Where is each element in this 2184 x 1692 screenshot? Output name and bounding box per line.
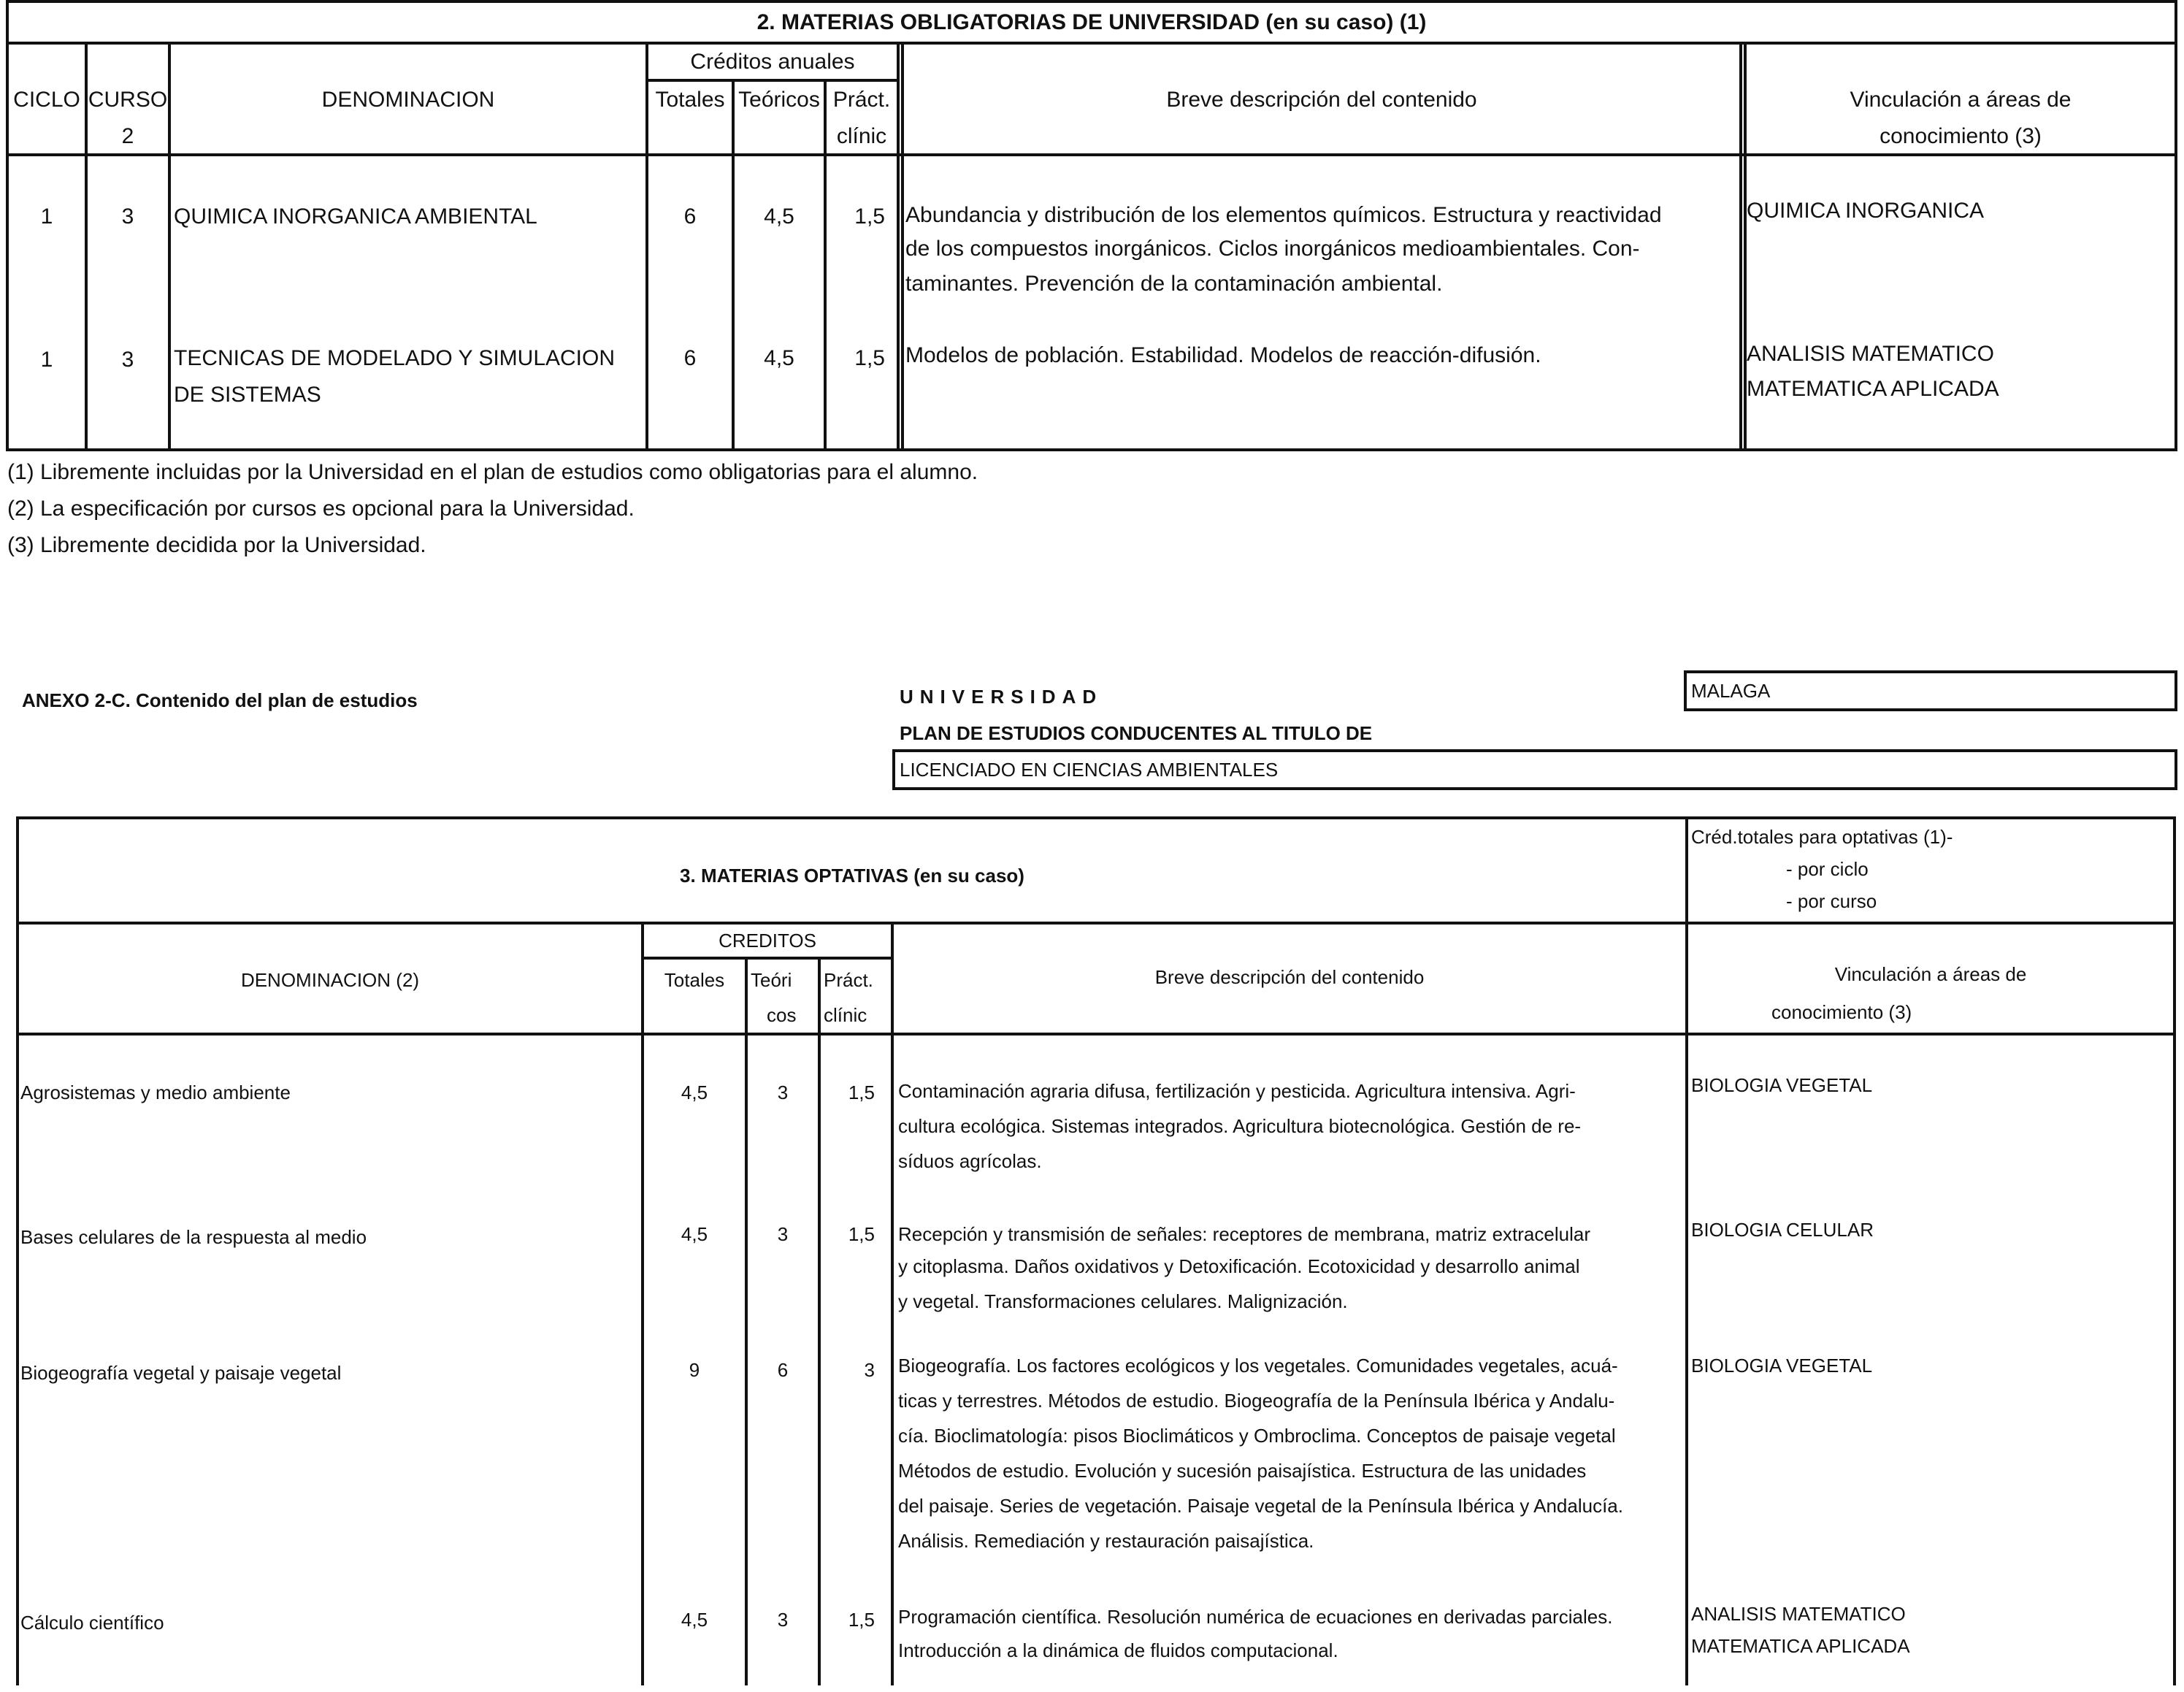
row-curso: 3 bbox=[121, 204, 134, 229]
row-teoricos: 3 bbox=[777, 1609, 789, 1631]
row-descripcion-line: Biogeografía. Los factores ecológicos y los vegetales. Comunidades vegetales, acuá- bbox=[898, 1355, 1618, 1377]
row-totales: 6 bbox=[683, 204, 697, 229]
header-descripcion: Breve descripción del contenido bbox=[1166, 88, 1477, 112]
row-descripcion-line: síduos agrícolas. bbox=[898, 1150, 1042, 1172]
header-vinculacion-2: conocimiento (3) bbox=[1880, 124, 2042, 148]
row-area: ANALISIS MATEMATICO bbox=[1691, 1603, 1906, 1625]
row-descripcion-line: taminantes. Prevención de la contaminación ambiental. bbox=[905, 272, 1443, 296]
cred-por-curso: - por curso bbox=[1786, 890, 1877, 912]
header-practicos-clinic: clínic bbox=[836, 124, 887, 148]
row-teoricos: 3 bbox=[777, 1223, 789, 1245]
row-area-2: MATEMATICA APLICADA bbox=[1747, 377, 1999, 401]
row-descripcion-line: Análisis. Remediación y restauración paisajística. bbox=[898, 1530, 1314, 1552]
footnote: (1) Libremente incluidas por la Universidad en el plan de estudios como obligatorias para el alumno. bbox=[7, 460, 978, 484]
header-totales: Totales bbox=[655, 88, 725, 112]
footnote: (3) Libremente decidida por la Universidad. bbox=[7, 533, 426, 557]
optativas-title: 3. MATERIAS OPTATIVAS (en su caso) bbox=[680, 865, 1024, 887]
row-ciclo: 1 bbox=[40, 204, 53, 229]
row-practicos: 1,5 bbox=[854, 346, 885, 370]
row-teoricos: 6 bbox=[777, 1359, 789, 1381]
header-ciclo: CICLO bbox=[13, 88, 80, 112]
header-descripcion: Breve descripción del contenido bbox=[1154, 966, 1425, 988]
row-denominacion: Cálculo científico bbox=[20, 1612, 164, 1634]
titulo-value: LICENCIADO EN CIENCIAS AMBIENTALES bbox=[900, 759, 1279, 781]
row-area: ANALISIS MATEMATICO bbox=[1747, 342, 1994, 366]
row-descripcion-line: Contaminación agraria difusa, fertilización y pesticida. Agricultura intensiva. Agri- bbox=[898, 1080, 1576, 1102]
row-descripcion-line: ticas y terrestres. Métodos de estudio. Biogeografía de la Península Ibérica y Andalu- bbox=[898, 1390, 1615, 1412]
anexo-title: ANEXO 2-C. Contenido del plan de estudios bbox=[22, 689, 418, 711]
row-practicos: 1,5 bbox=[848, 1223, 875, 1245]
row-denominacion: Agrosistemas y medio ambiente bbox=[20, 1082, 291, 1103]
row-descripcion-line: Recepción y transmisión de señales: receptores de membrana, matriz extracelular bbox=[898, 1223, 1590, 1245]
plan-label: PLAN DE ESTUDIOS CONDUCENTES AL TITULO DE bbox=[900, 722, 1373, 744]
header-totales: Totales bbox=[664, 969, 725, 991]
cred-optativas: Créd.totales para optativas (1)- bbox=[1691, 826, 1953, 848]
header-vinculacion: Vinculación a áreas de bbox=[1834, 963, 2027, 985]
header-vinculacion-2: conocimiento (3) bbox=[1771, 1001, 1912, 1023]
header-teoricos: Teóricos bbox=[738, 88, 820, 112]
row-denominacion: Bases celulares de la respuesta al medio bbox=[20, 1226, 367, 1248]
header-teoricos-2: cos bbox=[767, 1004, 797, 1026]
row-denominacion: TECNICAS DE MODELADO Y SIMULACION bbox=[174, 346, 616, 370]
row-teoricos: 4,5 bbox=[764, 204, 794, 229]
header-curso-note: 2 bbox=[121, 124, 134, 148]
cred-por-ciclo: - por ciclo bbox=[1786, 858, 1869, 880]
row-practicos: 1,5 bbox=[854, 204, 885, 229]
universidad-value: MALAGA bbox=[1691, 680, 1771, 702]
row-curso: 3 bbox=[121, 348, 134, 372]
header-practicos-clinic: clínic bbox=[824, 1004, 867, 1026]
row-area: QUIMICA INORGANICA bbox=[1747, 199, 1985, 223]
row-ciclo: 1 bbox=[40, 348, 53, 372]
row-teoricos: 4,5 bbox=[764, 346, 794, 370]
row-descripcion-line: Modelos de población. Estabilidad. Modelos de reacción-difusión. bbox=[905, 343, 1541, 367]
row-practicos: 1,5 bbox=[848, 1609, 875, 1631]
row-area: BIOLOGIA VEGETAL bbox=[1691, 1074, 1873, 1096]
row-totales: 9 bbox=[689, 1359, 700, 1381]
row-totales: 4,5 bbox=[681, 1082, 708, 1103]
row-area: BIOLOGIA VEGETAL bbox=[1691, 1355, 1873, 1377]
row-practicos: 3 bbox=[864, 1359, 875, 1381]
row-descripcion-line: Abundancia y distribución de los elementos químicos. Estructura y reactividad bbox=[905, 203, 1662, 227]
row-denominacion: Biogeografía vegetal y paisaje vegetal bbox=[20, 1362, 342, 1384]
titulo-field bbox=[892, 749, 2177, 790]
universidad-label: UNIVERSIDAD bbox=[900, 686, 1103, 708]
footnote: (2) La especificación por cursos es opcional para la Universidad. bbox=[7, 497, 635, 521]
row-totales: 4,5 bbox=[681, 1609, 708, 1631]
header-practicos: Práct. bbox=[832, 88, 891, 112]
row-descripcion-line: cía. Bioclimatología: pisos Bioclimáticos y Ombroclima. Conceptos de paisaje vegetal bbox=[898, 1425, 1616, 1447]
row-descripcion-line: y citoplasma. Daños oxidativos y Detoxificación. Ecotoxicidad y desarrollo animal bbox=[898, 1255, 1580, 1277]
header-curso: CURSO bbox=[88, 88, 168, 112]
header-denominacion: DENOMINACION bbox=[321, 88, 495, 112]
header-vinculacion: Vinculación a áreas de bbox=[1850, 88, 2072, 112]
row-teoricos: 3 bbox=[777, 1082, 789, 1103]
row-descripcion-line: Métodos de estudio. Evolución y sucesión paisajística. Estructura de las unidades bbox=[898, 1460, 1587, 1482]
row-descripcion-line: de los compuestos inorgánicos. Ciclos inorgánicos medioambientales. Con- bbox=[905, 237, 1640, 261]
row-descripcion-line: Introducción a la dinámica de fluidos computacional. bbox=[898, 1639, 1338, 1661]
row-descripcion-line: y vegetal. Transformaciones celulares. Malignización. bbox=[898, 1290, 1348, 1312]
row-descripcion-line: cultura ecológica. Sistemas integrados. Agricultura biotecnológica. Gestión de re- bbox=[898, 1115, 1582, 1137]
header-denominacion: DENOMINACION (2) bbox=[240, 969, 420, 991]
row-practicos: 1,5 bbox=[848, 1082, 875, 1103]
header-creditos-anuales: Créditos anuales bbox=[690, 50, 855, 74]
row-area-2: MATEMATICA APLICADA bbox=[1691, 1635, 1910, 1657]
row-totales: 6 bbox=[683, 346, 697, 370]
row-descripcion-line: Programación científica. Resolución numérica de ecuaciones en derivadas parciales. bbox=[898, 1606, 1613, 1628]
row-denominacion: QUIMICA INORGANICA AMBIENTAL bbox=[174, 204, 537, 229]
row-descripcion-line: del paisaje. Series de vegetación. Paisaje vegetal de la Península Ibérica y Andalucía. bbox=[898, 1495, 1623, 1517]
obligatorias-title: 2. MATERIAS OBLIGATORIAS DE UNIVERSIDAD (en su caso) (1) bbox=[756, 10, 1427, 34]
row-denominacion-2: DE SISTEMAS bbox=[174, 383, 321, 407]
universidad-field bbox=[1684, 670, 2177, 711]
header-creditos: CREDITOS bbox=[719, 930, 816, 952]
header-practicos: Práct. bbox=[824, 969, 873, 991]
row-totales: 4,5 bbox=[681, 1223, 708, 1245]
header-teoricos: Teóri bbox=[751, 969, 792, 991]
row-area: BIOLOGIA CELULAR bbox=[1691, 1219, 1874, 1241]
